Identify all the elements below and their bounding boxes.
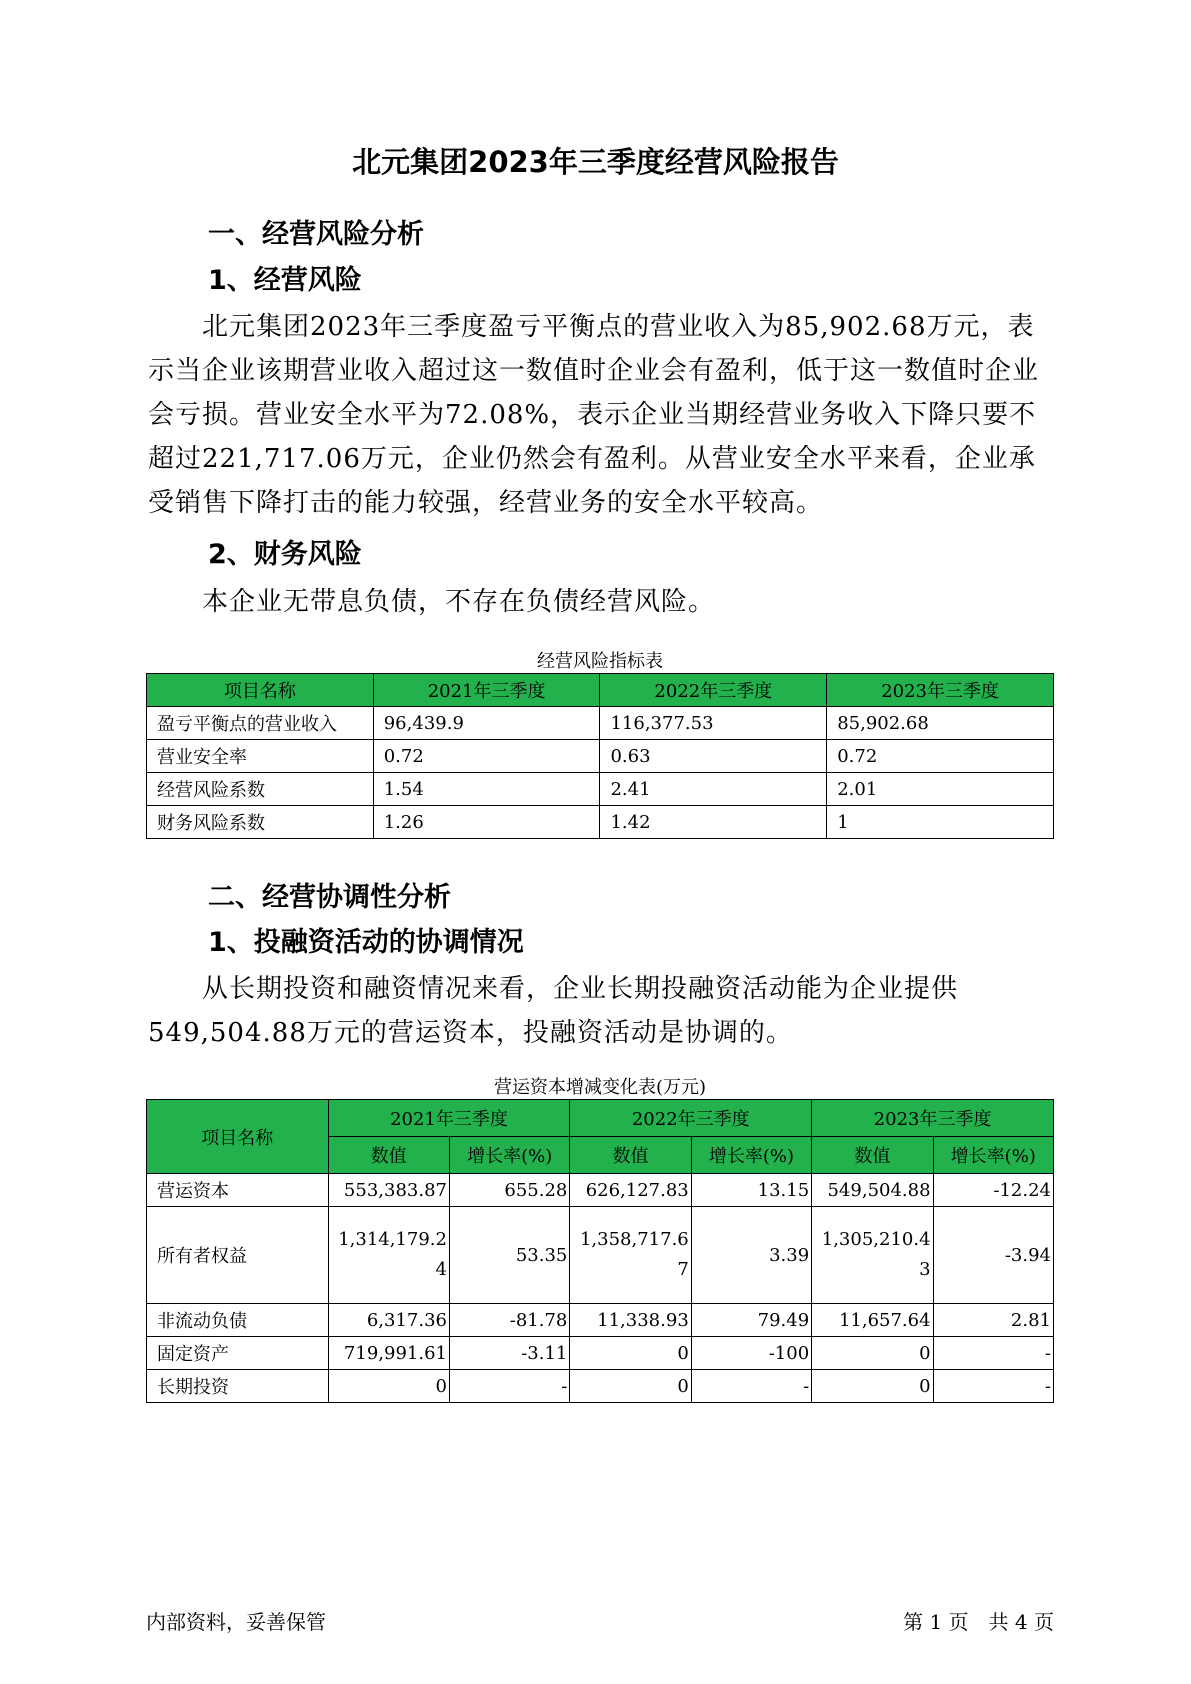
table-cell: 0 bbox=[570, 1370, 691, 1403]
table-cell: 0.63 bbox=[600, 740, 827, 773]
section-heading-risk-analysis: 一、经营风险分析 bbox=[208, 219, 424, 250]
table-cell: 2.81 bbox=[933, 1304, 1053, 1337]
table-cell: 0 bbox=[570, 1337, 691, 1370]
header-cell-item: 项目名称 bbox=[147, 1100, 329, 1174]
header-cell: 2023年三季度 bbox=[827, 674, 1054, 707]
table-row bbox=[147, 1304, 1054, 1337]
table-cell: 1.54 bbox=[373, 773, 600, 806]
header-cell-growth: 增长率(%) bbox=[691, 1137, 811, 1174]
table-cell: 79.49 bbox=[691, 1304, 811, 1337]
table-row bbox=[147, 707, 1054, 740]
table-cell: 0 bbox=[812, 1337, 933, 1370]
table-cell: -12.24 bbox=[933, 1174, 1053, 1207]
table-cell: 2.41 bbox=[600, 773, 827, 806]
table-cell: 1.42 bbox=[600, 806, 827, 839]
document-title: 北元集团2023年三季度经营风险报告 bbox=[352, 145, 839, 179]
table-cell: 1,358,717.67 bbox=[570, 1207, 691, 1304]
table-cell: - bbox=[449, 1370, 569, 1403]
section-heading-coordination-analysis: 二、经营协调性分析 bbox=[208, 882, 451, 913]
table-cell: 固定资产 bbox=[147, 1337, 329, 1370]
table-cell: -100 bbox=[691, 1337, 811, 1370]
table-cell: 1 bbox=[827, 806, 1054, 839]
table-row bbox=[147, 1174, 1054, 1207]
table-cell: 0.72 bbox=[827, 740, 1054, 773]
table-row bbox=[147, 740, 1054, 773]
header-cell-period: 2021年三季度 bbox=[328, 1100, 570, 1137]
table-cell: 非流动负债 bbox=[147, 1304, 329, 1337]
working-capital-change-table bbox=[146, 1099, 1054, 1403]
footer-confidential-note: 内部资料，妥善保管 bbox=[146, 1610, 326, 1634]
table-row bbox=[147, 1370, 1054, 1403]
table-cell: 营业安全率 bbox=[147, 740, 374, 773]
table-cell: 6,317.36 bbox=[328, 1304, 449, 1337]
table-cell: 11,657.64 bbox=[812, 1304, 933, 1337]
table-cell: 所有者权益 bbox=[147, 1207, 329, 1304]
financial-risk-paragraph: 本企业无带息负债，不存在负债经营风险。 bbox=[202, 587, 716, 617]
table-cell: 1,314,179.24 bbox=[328, 1207, 449, 1304]
table-cell: -81.78 bbox=[449, 1304, 569, 1337]
table-cell: 553,383.87 bbox=[328, 1174, 449, 1207]
table-cell: 营运资本 bbox=[147, 1174, 329, 1207]
table-cell: 财务风险系数 bbox=[147, 806, 374, 839]
table-cell: 96,439.9 bbox=[373, 707, 600, 740]
operating-risk-indicator-table bbox=[146, 673, 1054, 839]
investment-financing-paragraph: 从长期投资和融资情况来看，企业长期投融资活动能为企业提供549,504.88万元的营运资本，投融资活动是协调的。 bbox=[148, 974, 959, 1048]
table-header-row bbox=[147, 674, 1054, 707]
table-cell: 经营风险系数 bbox=[147, 773, 374, 806]
table-cell: 2.01 bbox=[827, 773, 1054, 806]
header-cell-value: 数值 bbox=[328, 1137, 449, 1174]
table-cell: - bbox=[691, 1370, 811, 1403]
table-cell: 655.28 bbox=[449, 1174, 569, 1207]
table1-caption: 经营风险指标表 bbox=[537, 651, 663, 672]
footer-page-number: 第 1 页 共 4 页 bbox=[903, 1610, 1054, 1634]
table-cell: 0 bbox=[812, 1370, 933, 1403]
header-cell: 2022年三季度 bbox=[600, 674, 827, 707]
header-cell: 项目名称 bbox=[147, 674, 374, 707]
table-cell: - bbox=[933, 1337, 1053, 1370]
header-cell-growth: 增长率(%) bbox=[933, 1137, 1053, 1174]
header-cell-value: 数值 bbox=[570, 1137, 691, 1174]
operating-risk-paragraph: 北元集团2023年三季度盈亏平衡点的营业收入为85,902.68万元，表示当企业该期营业收入超过这一数值时企业会有盈利，低于这一数值时企业会亏损。营业安全水平为72.08%，表示企业当期经营业务收入下降只要不超过221,717.06万元，企业仍然会有盈利。从营业安全水平来看，企业承受销售下降打击的能力较强，经营业务的安全水平较高。 bbox=[148, 312, 1040, 518]
table2-caption: 营运资本增减变化表(万元) bbox=[493, 1077, 707, 1098]
table-cell: 85,902.68 bbox=[827, 707, 1054, 740]
table-cell: 549,504.88 bbox=[812, 1174, 933, 1207]
header-cell-period: 2022年三季度 bbox=[570, 1100, 812, 1137]
table-cell: 1.26 bbox=[373, 806, 600, 839]
table-cell: 盈亏平衡点的营业收入 bbox=[147, 707, 374, 740]
table-row bbox=[147, 1207, 1054, 1304]
table-cell: 3.39 bbox=[691, 1207, 811, 1304]
header-cell-growth: 增长率(%) bbox=[449, 1137, 569, 1174]
table-cell: 11,338.93 bbox=[570, 1304, 691, 1337]
header-cell-period: 2023年三季度 bbox=[812, 1100, 1054, 1137]
header-cell: 2021年三季度 bbox=[373, 674, 600, 707]
table-cell: 53.35 bbox=[449, 1207, 569, 1304]
table-row bbox=[147, 773, 1054, 806]
header-cell-value: 数值 bbox=[812, 1137, 933, 1174]
table-row bbox=[147, 1337, 1054, 1370]
table-row bbox=[147, 806, 1054, 839]
subsection-heading-financial-risk: 2、财务风险 bbox=[208, 539, 362, 570]
table-cell: - bbox=[933, 1370, 1053, 1403]
table-cell: -3.11 bbox=[449, 1337, 569, 1370]
table-cell: -3.94 bbox=[933, 1207, 1053, 1304]
table-cell: 长期投资 bbox=[147, 1370, 329, 1403]
table-cell: 13.15 bbox=[691, 1174, 811, 1207]
subsection-heading-investment-financing: 1、投融资活动的协调情况 bbox=[208, 927, 524, 958]
subsection-heading-operating-risk: 1、经营风险 bbox=[208, 265, 362, 296]
table-header-row bbox=[147, 1100, 1054, 1137]
table-cell: 626,127.83 bbox=[570, 1174, 691, 1207]
table-cell: 0.72 bbox=[373, 740, 600, 773]
table-cell: 719,991.61 bbox=[328, 1337, 449, 1370]
table-cell: 116,377.53 bbox=[600, 707, 827, 740]
table-cell: 0 bbox=[328, 1370, 449, 1403]
table-cell: 1,305,210.43 bbox=[812, 1207, 933, 1304]
